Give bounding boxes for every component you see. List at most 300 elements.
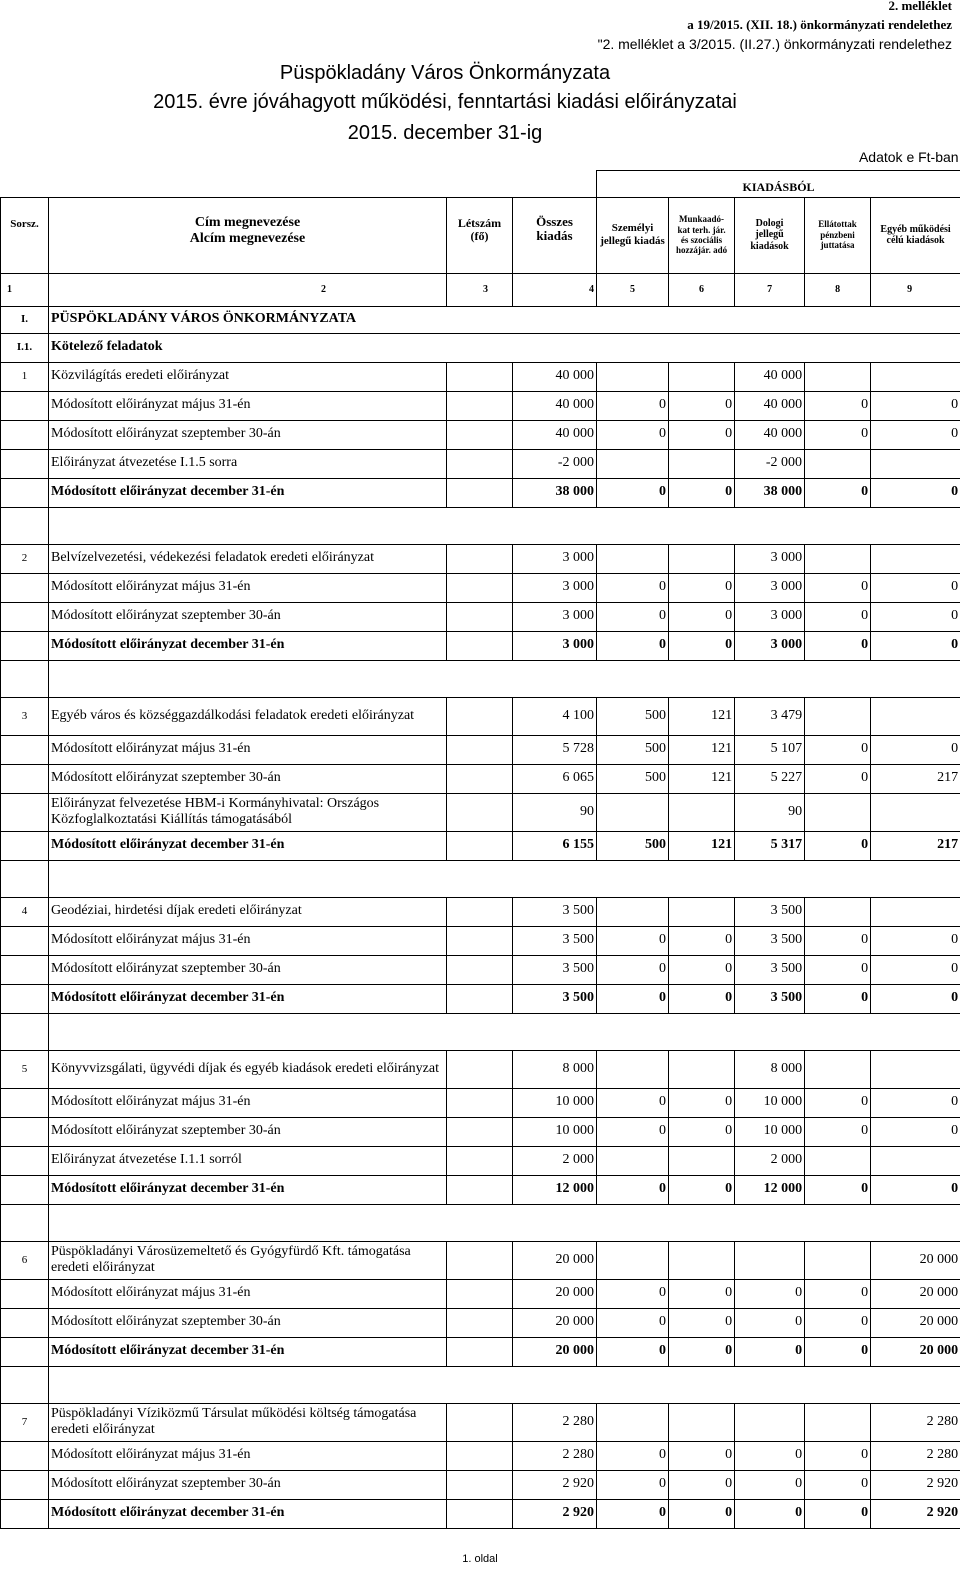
row-letszam (447, 984, 513, 1013)
row-ellatottak (805, 793, 871, 831)
row-szemelyi (597, 1241, 669, 1279)
row-label: Módosított előirányzat május 31-én (49, 1441, 447, 1470)
row-szemelyi: 0 (597, 478, 669, 507)
row-egyeb: 0 (871, 955, 960, 984)
col-number: 3 (447, 273, 513, 306)
row-letszam (447, 391, 513, 420)
row-number (1, 1308, 49, 1337)
row-ellatottak (805, 697, 871, 735)
row-egyeb: 20 000 (871, 1308, 960, 1337)
row-number: 2 (1, 544, 49, 573)
row-letszam (447, 1403, 513, 1441)
row-label: Közvilágítás eredeti előirányzat (49, 362, 447, 391)
col-szemelyi (597, 197, 669, 273)
row-ellatottak: 0 (805, 1308, 871, 1337)
row-label: Módosított előirányzat szeptember 30-án (49, 764, 447, 793)
table-row (1, 1050, 960, 1088)
row-total: 40 000 (513, 420, 597, 449)
table-row (1, 449, 960, 478)
row-total: 6 155 (513, 831, 597, 860)
row-ellatottak: 0 (805, 984, 871, 1013)
subsection-name: Kötelező feladatok (49, 333, 960, 362)
col-dologi-line1: Dologi (755, 217, 784, 229)
organization-name: Püspökladány Város Önkormányzata (279, 62, 611, 84)
row-dologi: 0 (735, 1441, 805, 1470)
col-letszam-line1: Létszám (457, 215, 502, 230)
row-szemelyi (597, 793, 669, 831)
row-total: 3 000 (513, 573, 597, 602)
row-egyeb: 0 (871, 1117, 960, 1146)
row-dologi: 3 000 (735, 631, 805, 660)
row-ellatottak: 0 (805, 631, 871, 660)
row-dologi: 10 000 (735, 1088, 805, 1117)
row-label: Módosított előirányzat május 31-én (49, 1088, 447, 1117)
row-dologi: 5 227 (735, 764, 805, 793)
row-munkaado: 0 (669, 602, 735, 631)
row-letszam (447, 544, 513, 573)
col-number: 7 (735, 273, 805, 306)
table-row (1, 573, 960, 602)
row-szemelyi: 0 (597, 420, 669, 449)
row-dologi: 3 500 (735, 897, 805, 926)
row-number (1, 449, 49, 478)
row-number: 5 (1, 1050, 49, 1088)
document-header (0, 0, 960, 150)
row-label: Módosított előirányzat szeptember 30-án (49, 1117, 447, 1146)
document-date: 2015. december 31-ig (347, 122, 543, 144)
row-number (1, 1337, 49, 1366)
row-munkaado (669, 544, 735, 573)
col-munkaado-line1: Munkaadó- (679, 214, 725, 225)
row-ellatottak: 0 (805, 602, 871, 631)
row-munkaado: 0 (669, 1175, 735, 1204)
row-total: 10 000 (513, 1117, 597, 1146)
spacer-row (1, 1204, 960, 1241)
row-ellatottak (805, 449, 871, 478)
col-szemelyi-line2: jellegű kiadás (600, 235, 665, 247)
col-ellatottak (805, 197, 871, 273)
row-szemelyi: 0 (597, 926, 669, 955)
row-letszam (447, 955, 513, 984)
row-label: Módosított előirányzat szeptember 30-án (49, 1308, 447, 1337)
row-munkaado: 0 (669, 984, 735, 1013)
row-dologi: 3 500 (735, 955, 805, 984)
row-dologi: 12 000 (735, 1175, 805, 1204)
row-munkaado: 121 (669, 831, 735, 860)
row-dologi: 40 000 (735, 362, 805, 391)
row-number: 3 (1, 697, 49, 735)
row-dologi: 0 (735, 1308, 805, 1337)
row-dologi: -2 000 (735, 449, 805, 478)
row-szemelyi: 0 (597, 1088, 669, 1117)
spacer-row (1, 860, 960, 897)
row-ellatottak (805, 544, 871, 573)
row-ellatottak: 0 (805, 1337, 871, 1366)
row-egyeb: 0 (871, 391, 960, 420)
row-egyeb: 0 (871, 926, 960, 955)
row-letszam (447, 1088, 513, 1117)
row-szemelyi: 0 (597, 1308, 669, 1337)
row-ellatottak: 0 (805, 1175, 871, 1204)
row-letszam (447, 573, 513, 602)
section-row (1, 306, 960, 333)
row-szemelyi: 0 (597, 1470, 669, 1499)
row-number (1, 735, 49, 764)
table-row (1, 1308, 960, 1337)
table-row (1, 1117, 960, 1146)
row-szemelyi (597, 362, 669, 391)
col-dologi-line2: jellegű (755, 229, 784, 241)
row-total: 90 (513, 793, 597, 831)
row-letszam (447, 1279, 513, 1308)
row-number (1, 926, 49, 955)
row-munkaado: 0 (669, 1499, 735, 1528)
row-egyeb: 0 (871, 1088, 960, 1117)
row-munkaado: 121 (669, 735, 735, 764)
col-cim (49, 197, 447, 273)
row-egyeb: 0 (871, 573, 960, 602)
row-number (1, 391, 49, 420)
row-munkaado (669, 1050, 735, 1088)
row-dologi: 3 500 (735, 984, 805, 1013)
row-total: 12 000 (513, 1175, 597, 1204)
row-munkaado (669, 793, 735, 831)
row-ellatottak (805, 1050, 871, 1088)
row-egyeb: 2 920 (871, 1499, 960, 1528)
row-ellatottak: 0 (805, 1441, 871, 1470)
decree-reference-2: "2. melléklet a 3/2015. (II.27.) önkormányzati rendelethez (597, 36, 952, 52)
row-label: Módosított előirányzat szeptember 30-án (49, 602, 447, 631)
row-total: -2 000 (513, 449, 597, 478)
row-munkaado (669, 449, 735, 478)
row-number: 4 (1, 897, 49, 926)
row-ellatottak: 0 (805, 831, 871, 860)
row-munkaado (669, 1403, 735, 1441)
row-total: 10 000 (513, 1088, 597, 1117)
row-total: 2 000 (513, 1146, 597, 1175)
table-row (1, 955, 960, 984)
table-row (1, 478, 960, 507)
kiadasbol-group-header: KIADÁSBÓL (597, 170, 960, 197)
col-ellatottak-line3: juttatása (820, 240, 855, 251)
row-szemelyi (597, 1146, 669, 1175)
table-row (1, 420, 960, 449)
row-number (1, 955, 49, 984)
row-munkaado: 0 (669, 1337, 735, 1366)
subsection-row (1, 333, 960, 362)
row-number (1, 420, 49, 449)
row-letszam (447, 793, 513, 831)
row-label: Geodéziai, hirdetési díjak eredeti előirányzat (49, 897, 447, 926)
row-label: Módosított előirányzat szeptember 30-án (49, 955, 447, 984)
row-egyeb (871, 897, 960, 926)
row-letszam (447, 697, 513, 735)
row-szemelyi: 500 (597, 764, 669, 793)
row-szemelyi (597, 544, 669, 573)
row-total: 3 500 (513, 955, 597, 984)
table-row (1, 1279, 960, 1308)
col-munkaado-line2: kat terh. jár. (677, 224, 726, 235)
row-egyeb: 0 (871, 420, 960, 449)
row-ellatottak (805, 1241, 871, 1279)
row-label: Módosított előirányzat december 31-én (49, 1499, 447, 1528)
row-ellatottak: 0 (805, 764, 871, 793)
table-row (1, 697, 960, 735)
row-dologi: 0 (735, 1470, 805, 1499)
row-szemelyi: 500 (597, 735, 669, 764)
row-number (1, 1117, 49, 1146)
col-ellatottak-line1: Ellátottak (818, 219, 857, 230)
row-letszam (447, 1241, 513, 1279)
row-letszam (447, 926, 513, 955)
row-munkaado: 0 (669, 1279, 735, 1308)
row-number (1, 1175, 49, 1204)
col-number: 2 (49, 273, 447, 306)
col-dologi (735, 197, 805, 273)
row-total: 20 000 (513, 1279, 597, 1308)
row-label: Könyvvizsgálati, ügyvédi díjak és egyéb kiadások eredeti előirányzat (49, 1050, 447, 1088)
row-egyeb: 0 (871, 1175, 960, 1204)
row-egyeb: 2 280 (871, 1403, 960, 1441)
row-label: Egyéb város és községgazdálkodási feladatok eredeti előirányzat (49, 697, 447, 735)
section-name: PÜSPÖKLADÁNY VÁROS ÖNKORMÁNYZATA (49, 306, 960, 333)
row-total: 4 100 (513, 697, 597, 735)
row-number (1, 1146, 49, 1175)
table-row (1, 391, 960, 420)
row-label: Módosított előirányzat május 31-én (49, 926, 447, 955)
page-number: 1. oldal (462, 1553, 498, 1565)
row-ellatottak: 0 (805, 1470, 871, 1499)
row-szemelyi (597, 1050, 669, 1088)
row-dologi: 10 000 (735, 1117, 805, 1146)
row-label: Módosított előirányzat szeptember 30-án (49, 1470, 447, 1499)
row-ellatottak: 0 (805, 1088, 871, 1117)
row-label: Előirányzat felvezetése HBM-i Kormányhivatal: Országos Közfoglalkoztatási Kiállítás támogatásából (49, 793, 447, 831)
row-szemelyi: 0 (597, 984, 669, 1013)
row-number (1, 793, 49, 831)
row-letszam (447, 1117, 513, 1146)
row-munkaado: 0 (669, 926, 735, 955)
row-egyeb: 0 (871, 478, 960, 507)
row-munkaado: 0 (669, 1117, 735, 1146)
table-row (1, 1146, 960, 1175)
row-egyeb: 20 000 (871, 1337, 960, 1366)
subsection-code: I.1. (1, 333, 49, 362)
col-egyeb (871, 197, 960, 273)
row-letszam (447, 735, 513, 764)
row-szemelyi: 0 (597, 1175, 669, 1204)
row-ellatottak: 0 (805, 955, 871, 984)
row-number (1, 1499, 49, 1528)
row-letszam (447, 449, 513, 478)
row-szemelyi: 500 (597, 831, 669, 860)
row-ellatottak: 0 (805, 1499, 871, 1528)
table-row (1, 926, 960, 955)
row-szemelyi: 0 (597, 1337, 669, 1366)
row-egyeb (871, 1050, 960, 1088)
row-egyeb: 0 (871, 984, 960, 1013)
row-total: 40 000 (513, 391, 597, 420)
col-letszam-line2: (fő) (470, 229, 489, 244)
section-code: I. (1, 306, 49, 333)
table-row (1, 602, 960, 631)
row-number (1, 831, 49, 860)
row-total: 2 920 (513, 1470, 597, 1499)
spacer-row (1, 1013, 960, 1050)
row-number (1, 764, 49, 793)
row-munkaado: 0 (669, 1088, 735, 1117)
row-dologi: 2 000 (735, 1146, 805, 1175)
row-egyeb: 0 (871, 602, 960, 631)
row-ellatottak: 0 (805, 573, 871, 602)
row-egyeb: 217 (871, 764, 960, 793)
row-dologi: 38 000 (735, 478, 805, 507)
row-ellatottak: 0 (805, 926, 871, 955)
row-total: 2 280 (513, 1441, 597, 1470)
unit-note: Adatok e Ft-ban (858, 149, 959, 166)
row-number (1, 602, 49, 631)
row-szemelyi (597, 897, 669, 926)
row-munkaado: 121 (669, 764, 735, 793)
row-munkaado (669, 897, 735, 926)
row-total: 3 000 (513, 631, 597, 660)
row-total: 3 000 (513, 602, 597, 631)
row-label: Módosított előirányzat május 31-én (49, 391, 447, 420)
row-total: 3 500 (513, 897, 597, 926)
col-cim-line1: Cím megnevezése (194, 214, 301, 230)
row-dologi: 40 000 (735, 420, 805, 449)
row-dologi: 0 (735, 1499, 805, 1528)
row-dologi: 3 500 (735, 926, 805, 955)
spacer-row (1, 1366, 960, 1403)
row-munkaado: 0 (669, 391, 735, 420)
row-munkaado: 0 (669, 478, 735, 507)
col-munkaado (669, 197, 735, 273)
row-total: 2 920 (513, 1499, 597, 1528)
row-szemelyi: 0 (597, 1279, 669, 1308)
table-row (1, 544, 960, 573)
row-number (1, 1088, 49, 1117)
table-row (1, 1499, 960, 1528)
row-egyeb: 2 920 (871, 1470, 960, 1499)
row-total: 20 000 (513, 1337, 597, 1366)
row-letszam (447, 897, 513, 926)
row-number: 6 (1, 1241, 49, 1279)
row-total: 3 000 (513, 544, 597, 573)
table-row (1, 831, 960, 860)
row-letszam (447, 420, 513, 449)
table-row (1, 362, 960, 391)
col-cim-line2: Alcím megnevezése (189, 230, 306, 246)
row-total: 3 500 (513, 984, 597, 1013)
col-sorsz: Sorsz. (1, 197, 49, 273)
col-letszam (447, 197, 513, 273)
row-letszam (447, 1337, 513, 1366)
table-row (1, 764, 960, 793)
row-number (1, 631, 49, 660)
column-header-row (1, 197, 960, 273)
col-number: 9 (871, 273, 960, 306)
col-dologi-line3: kiadások (750, 240, 789, 252)
col-number: 1 (1, 273, 49, 306)
table-row (1, 1337, 960, 1366)
row-dologi: 0 (735, 1337, 805, 1366)
col-egyeb-line2: célú kiadások (886, 235, 945, 246)
table-row (1, 897, 960, 926)
row-total: 8 000 (513, 1050, 597, 1088)
col-ellatottak-line2: pénzbeni (820, 229, 855, 240)
col-number: 6 (669, 273, 735, 306)
row-label: Módosított előirányzat május 31-én (49, 735, 447, 764)
col-osszes (513, 197, 597, 273)
row-szemelyi: 500 (597, 697, 669, 735)
row-dologi: 3 000 (735, 573, 805, 602)
row-szemelyi: 0 (597, 1499, 669, 1528)
row-total: 6 065 (513, 764, 597, 793)
document-title: 2015. évre jóváhagyott működési, fenntartási kiadási előirányzatai (153, 91, 737, 113)
row-egyeb (871, 362, 960, 391)
attachment-label: 2. melléklet (888, 0, 952, 13)
row-egyeb: 20 000 (871, 1241, 960, 1279)
col-munkaado-line4: hozzájár. adó (675, 245, 728, 256)
row-szemelyi: 0 (597, 1441, 669, 1470)
decree-reference-1: a 19/2015. (XII. 18.) önkormányzati rendelethez (687, 17, 952, 32)
row-total: 2 280 (513, 1403, 597, 1441)
spacer-row (1, 660, 960, 697)
row-letszam (447, 1175, 513, 1204)
row-ellatottak: 0 (805, 420, 871, 449)
table-row (1, 1470, 960, 1499)
row-egyeb: 20 000 (871, 1279, 960, 1308)
row-dologi: 8 000 (735, 1050, 805, 1088)
row-label: Belvízelvezetési, védekezési feladatok eredeti előirányzat (49, 544, 447, 573)
row-label: Módosított előirányzat december 31-én (49, 631, 447, 660)
row-munkaado: 0 (669, 420, 735, 449)
row-number (1, 1470, 49, 1499)
row-ellatottak (805, 1403, 871, 1441)
table-row (1, 735, 960, 764)
table-row (1, 984, 960, 1013)
row-ellatottak: 0 (805, 735, 871, 764)
row-total: 5 728 (513, 735, 597, 764)
row-szemelyi: 0 (597, 391, 669, 420)
row-number: 1 (1, 362, 49, 391)
row-letszam (447, 362, 513, 391)
budget-table (0, 140, 960, 1529)
row-label: Püspökladányi Városüzemeltető és Gyógyfürdő Kft. támogatása eredeti előirányzat (49, 1241, 447, 1279)
col-osszes-line1: Összes (536, 213, 573, 229)
row-szemelyi: 0 (597, 955, 669, 984)
col-number: 4 (513, 273, 597, 306)
row-label: Módosított előirányzat szeptember 30-án (49, 420, 447, 449)
row-number: 7 (1, 1403, 49, 1441)
row-szemelyi: 0 (597, 1117, 669, 1146)
row-number (1, 984, 49, 1013)
row-label: Módosított előirányzat május 31-én (49, 1279, 447, 1308)
row-egyeb (871, 793, 960, 831)
row-egyeb: 0 (871, 735, 960, 764)
row-dologi (735, 1241, 805, 1279)
row-label: Módosított előirányzat december 31-én (49, 1337, 447, 1366)
row-label: Előirányzat átvezetése I.1.1 sorról (49, 1146, 447, 1175)
row-szemelyi: 0 (597, 573, 669, 602)
row-label: Módosított előirányzat december 31-én (49, 1175, 447, 1204)
row-dologi: 5 317 (735, 831, 805, 860)
table-row (1, 1088, 960, 1117)
row-dologi: 3 000 (735, 602, 805, 631)
row-dologi: 0 (735, 1279, 805, 1308)
table-row (1, 631, 960, 660)
